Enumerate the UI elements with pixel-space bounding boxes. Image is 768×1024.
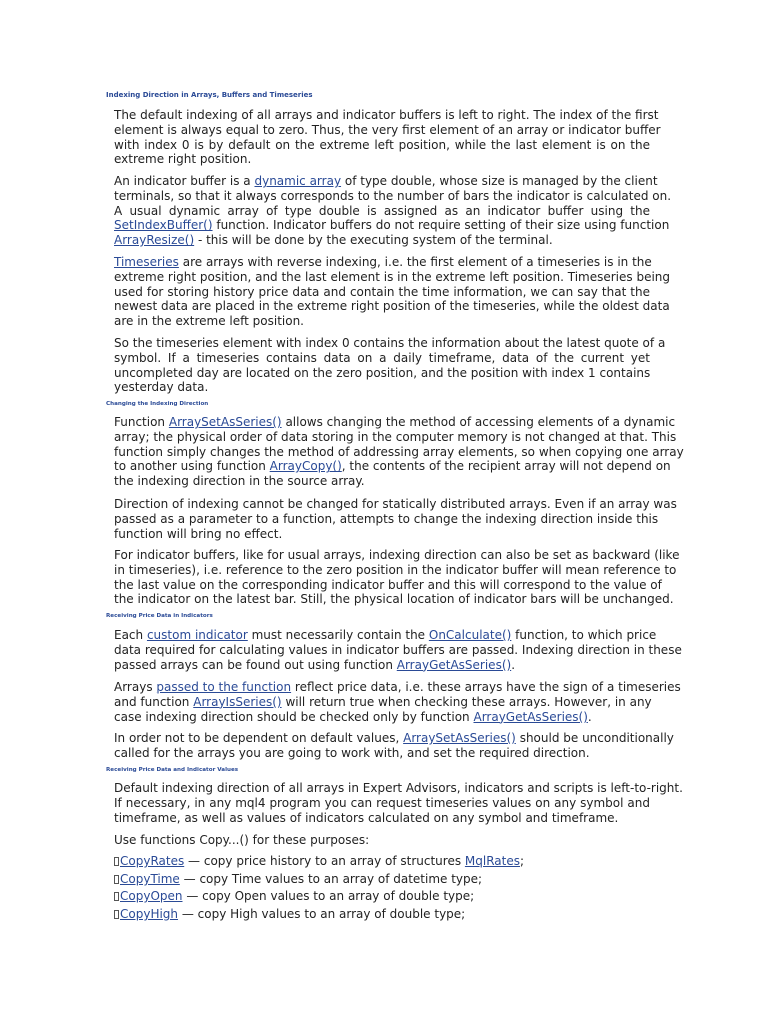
text-segment: function, to which price — [511, 628, 657, 642]
paragraph-custom-indicator — [114, 628, 682, 672]
text-segment: should be unconditionally — [515, 731, 674, 745]
bullet-box-icon — [114, 910, 119, 919]
link-passed-to-the-function[interactable]: passed to the function — [156, 680, 292, 694]
text-line: Default indexing direction of all arrays in Expert Advisors, indicators and scripts is left-to-right. — [114, 781, 683, 795]
text-segment: function. Indicator buffers do not require setting of their size using function — [212, 218, 670, 233]
bullet-box-icon — [114, 857, 119, 866]
link-arraycopy[interactable]: ArrayCopy() — [269, 459, 342, 474]
text-line — [114, 174, 658, 189]
text-segment: Arrays — [114, 680, 157, 694]
text-segment: reflect price data, i.e. these arrays have the sign of a timeseries — [291, 680, 681, 694]
text-line — [114, 233, 650, 248]
heading-receiving-price-data: Receiving Price Data in Indicators — [106, 613, 213, 619]
link-setindexbuffer[interactable]: SetIndexBuffer() — [114, 218, 213, 233]
paragraph-indicator-buffers-backward — [114, 548, 680, 607]
paragraph-default-indexing — [114, 108, 661, 167]
text-line: extreme right position, and the last element is in the extreme left position. Timeseries being — [114, 269, 671, 284]
text-line: element is always equal to zero. Thus, the very first element of an array or indicator buffer — [114, 122, 661, 137]
text-line: terminals, so that it always corresponds to the number of bars the indicator is calculated on. — [114, 188, 672, 203]
text-line: If necessary, in any mql4 program you can request timeseries values on any symbol and — [114, 795, 650, 810]
paragraph-expert-advisors — [114, 781, 683, 825]
list-item-copyhigh — [114, 907, 465, 921]
text-segment: — copy price history to an array of structures — [184, 854, 465, 868]
text-line: the last value on the corresponding indicator buffer and this will correspond to the value of — [114, 577, 662, 592]
paragraph-default-values — [114, 731, 674, 761]
text-line — [114, 658, 650, 673]
text-segment: . — [587, 709, 592, 724]
text-line — [114, 218, 670, 233]
paragraph-use-functions — [114, 833, 650, 848]
text-line: The default indexing of all arrays and indicator buffers is left to right. The index of the first — [114, 108, 659, 122]
link-arraygetasseries[interactable]: ArrayGetAsSeries() — [396, 657, 512, 672]
link-arrayresize[interactable]: ArrayResize() — [114, 233, 195, 248]
link-copyopen[interactable]: CopyOpen — [120, 889, 183, 903]
text-line: data required for calculating values in indicator buffers are passed. Indexing direction in these — [114, 642, 682, 657]
text-segment: to another using function — [114, 459, 270, 474]
heading-indexing-direction: Indexing Direction in Arrays, Buffers and Timeseries — [106, 91, 313, 99]
heading-changing-direction: Changing the Indexing Direction — [106, 401, 209, 407]
link-arrayisseries[interactable]: ArrayIsSeries() — [193, 694, 282, 709]
text-line — [114, 731, 674, 746]
text-line: newest data are placed in the extreme right position of the timeseries, while the oldest data — [114, 299, 670, 314]
list-item-copyopen — [114, 889, 474, 903]
paragraph-timeseries — [114, 255, 671, 329]
text-segment: will return true when checking these arrays. However, in any — [281, 694, 652, 709]
link-copytime[interactable]: CopyTime — [120, 872, 180, 886]
text-line: yesterday data. — [114, 380, 209, 395]
link-oncalculate[interactable]: OnCalculate() — [428, 628, 512, 642]
text-segment: passed arrays can be found out using function — [114, 657, 397, 672]
link-arraygetasseries[interactable]: ArrayGetAsSeries() — [473, 709, 588, 724]
text-line: in timeseries), i.e. reference to the zero position in the indicator buffer will mean reference to — [114, 562, 677, 577]
text-segment: must necessarily contain the — [247, 628, 429, 642]
paragraph-indicator-buffer — [114, 174, 672, 248]
text-line: function simply changes the method of addressing array elements, so when copying one array — [114, 444, 684, 459]
text-segment: In order not to be dependent on default values, — [114, 731, 404, 745]
link-custom-indicator[interactable]: custom indicator — [146, 628, 248, 642]
text-line — [114, 628, 657, 643]
text-segment: of type double, whose size is managed by the client — [341, 174, 658, 188]
link-arraysetasseries[interactable]: ArraySetAsSeries() — [168, 415, 282, 429]
text-line: passed as a parameter to a function, attempts to change the indexing direction inside this — [114, 511, 659, 526]
text-line — [114, 695, 650, 710]
text-segment: — copy High values to an array of double type; — [178, 907, 466, 921]
text-line: with index 0 is by default on the extreme left position, while the last element is on the — [114, 137, 650, 152]
text-segment: An indicator buffer is a — [114, 174, 255, 188]
text-line — [114, 459, 671, 474]
text-line: Direction of indexing cannot be changed for statically distributed arrays. Even if an array was — [114, 497, 677, 511]
text-line — [114, 415, 676, 430]
text-segment: - this will be done by the executing system of the terminal. — [194, 233, 553, 248]
text-line — [114, 255, 650, 270]
paragraph-arraysetasseries — [114, 415, 684, 489]
text-segment: case indexing direction should be checked only by function — [114, 709, 474, 724]
link-arraysetasseries[interactable]: ArraySetAsSeries() — [403, 731, 516, 745]
link-copyhigh[interactable]: CopyHigh — [120, 907, 179, 921]
bullet-box-icon — [114, 892, 119, 901]
link-copyrates[interactable]: CopyRates — [120, 854, 185, 868]
text-line: are in the extreme left position. — [114, 314, 304, 329]
text-line: function will bring no effect. — [114, 526, 283, 541]
text-line — [114, 710, 650, 725]
text-line: called for the arrays you are going to work with, and set the required direction. — [114, 745, 590, 760]
paragraph-arrays-passed — [114, 680, 681, 724]
text-line: So the timeseries element with index 0 contains the information about the latest quote of a — [114, 336, 666, 350]
list-item-copyrates — [114, 854, 524, 868]
text-line: array; the physical order of data storing in the computer memory is not changed at that. This — [114, 429, 677, 444]
list-item-copytime — [114, 872, 482, 886]
text-line: timeframe, as well as values of indicators calculated on any symbol and timeframe. — [114, 810, 619, 825]
text-segment: Function — [114, 415, 169, 429]
text-segment: and function — [114, 694, 194, 709]
text-segment: , the contents of the recipient array will not depend on — [341, 459, 671, 474]
text-segment: Each — [114, 628, 147, 642]
text-line: Use functions Copy...() for these purposes: — [114, 833, 370, 847]
text-segment: . — [511, 657, 516, 672]
text-line: A usual dynamic array of type double is assigned as an indicator buffer using the — [114, 203, 650, 218]
text-segment: are arrays with reverse indexing, i.e. the first element of a timeseries is in the — [178, 255, 652, 269]
text-line: For indicator buffers, like for usual arrays, indexing direction can also be set as backward (like — [114, 548, 680, 562]
link-dynamic-array[interactable]: dynamic array — [254, 174, 342, 188]
text-segment: ; — [519, 854, 525, 868]
text-line: used for storing history price data and contain the time information, we can say that the — [114, 284, 650, 299]
text-line: extreme right position. — [114, 152, 252, 167]
text-segment: allows changing the method of accessing elements of a dynamic — [281, 415, 676, 429]
text-line: the indexing direction in the source array. — [114, 474, 365, 489]
text-line — [114, 680, 681, 695]
link-mqlrates[interactable]: MqlRates — [464, 854, 520, 868]
bullet-box-icon — [114, 875, 119, 884]
text-line: uncompleted day are located on the zero position, and the position with index 1 contains — [114, 365, 651, 380]
text-segment: — copy Time values to an array of datetime type; — [179, 872, 483, 886]
text-line: symbol. If a timeseries contains data on a daily timeframe, data of the current yet — [114, 350, 650, 365]
paragraph-static-arrays — [114, 497, 677, 541]
text-segment: — copy Open values to an array of double type; — [182, 889, 475, 903]
paragraph-timeseries-element — [114, 336, 666, 395]
link-timeseries[interactable]: Timeseries — [114, 255, 179, 269]
heading-receiving-indicator-values: Receiving Price Data and Indicator Values — [106, 767, 239, 773]
text-line: the indicator on the latest bar. Still, the physical location of indicator bars will be unchanged. — [114, 592, 674, 607]
